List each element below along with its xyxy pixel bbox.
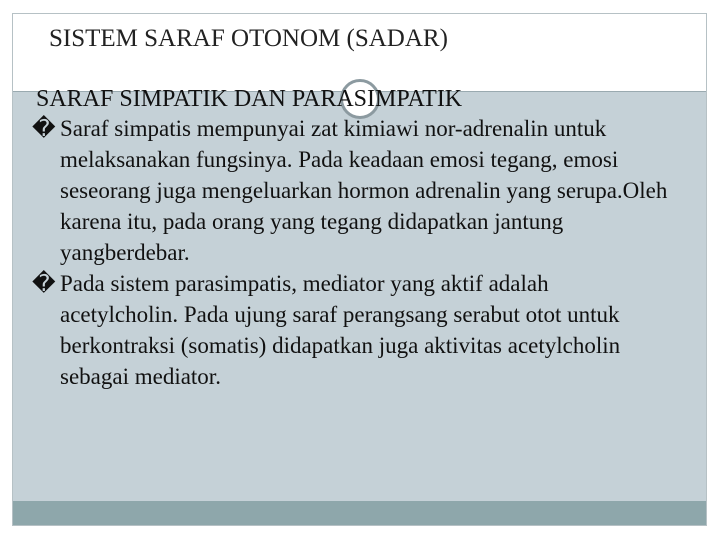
slide-subtitle: SARAF SIMPATIK DAN PARASIMPATIK <box>36 86 463 112</box>
bullet-marker-icon: � <box>32 116 56 141</box>
bullet-item <box>32 268 672 392</box>
bullet-item <box>32 113 672 268</box>
slide-title: SISTEM SARAF OTONOM (SADAR) <box>49 25 448 52</box>
bullet-marker-icon: � <box>32 271 56 296</box>
footer-band <box>13 501 706 525</box>
bullet-text: Saraf simpatis mempunyai zat kimiawi nor-adrenalin untuk melaksanakan fungsinya. Pada keadaan emosi tegang, emosi seseorang juga mengeluarkan hormon adrenalin yang serupa.Oleh karena itu, pada orang yang tegang didapatkan jantung yangberdebar. <box>60 116 668 265</box>
bullet-list <box>32 113 672 392</box>
bullet-text: Pada sistem parasimpatis, mediator yang aktif adalah acetylcholin. Pada ujung saraf perangsang serabut otot untuk berkontraksi (somatis) didapatkan juga aktivitas acetylcholin sebagai mediator. <box>60 271 621 389</box>
